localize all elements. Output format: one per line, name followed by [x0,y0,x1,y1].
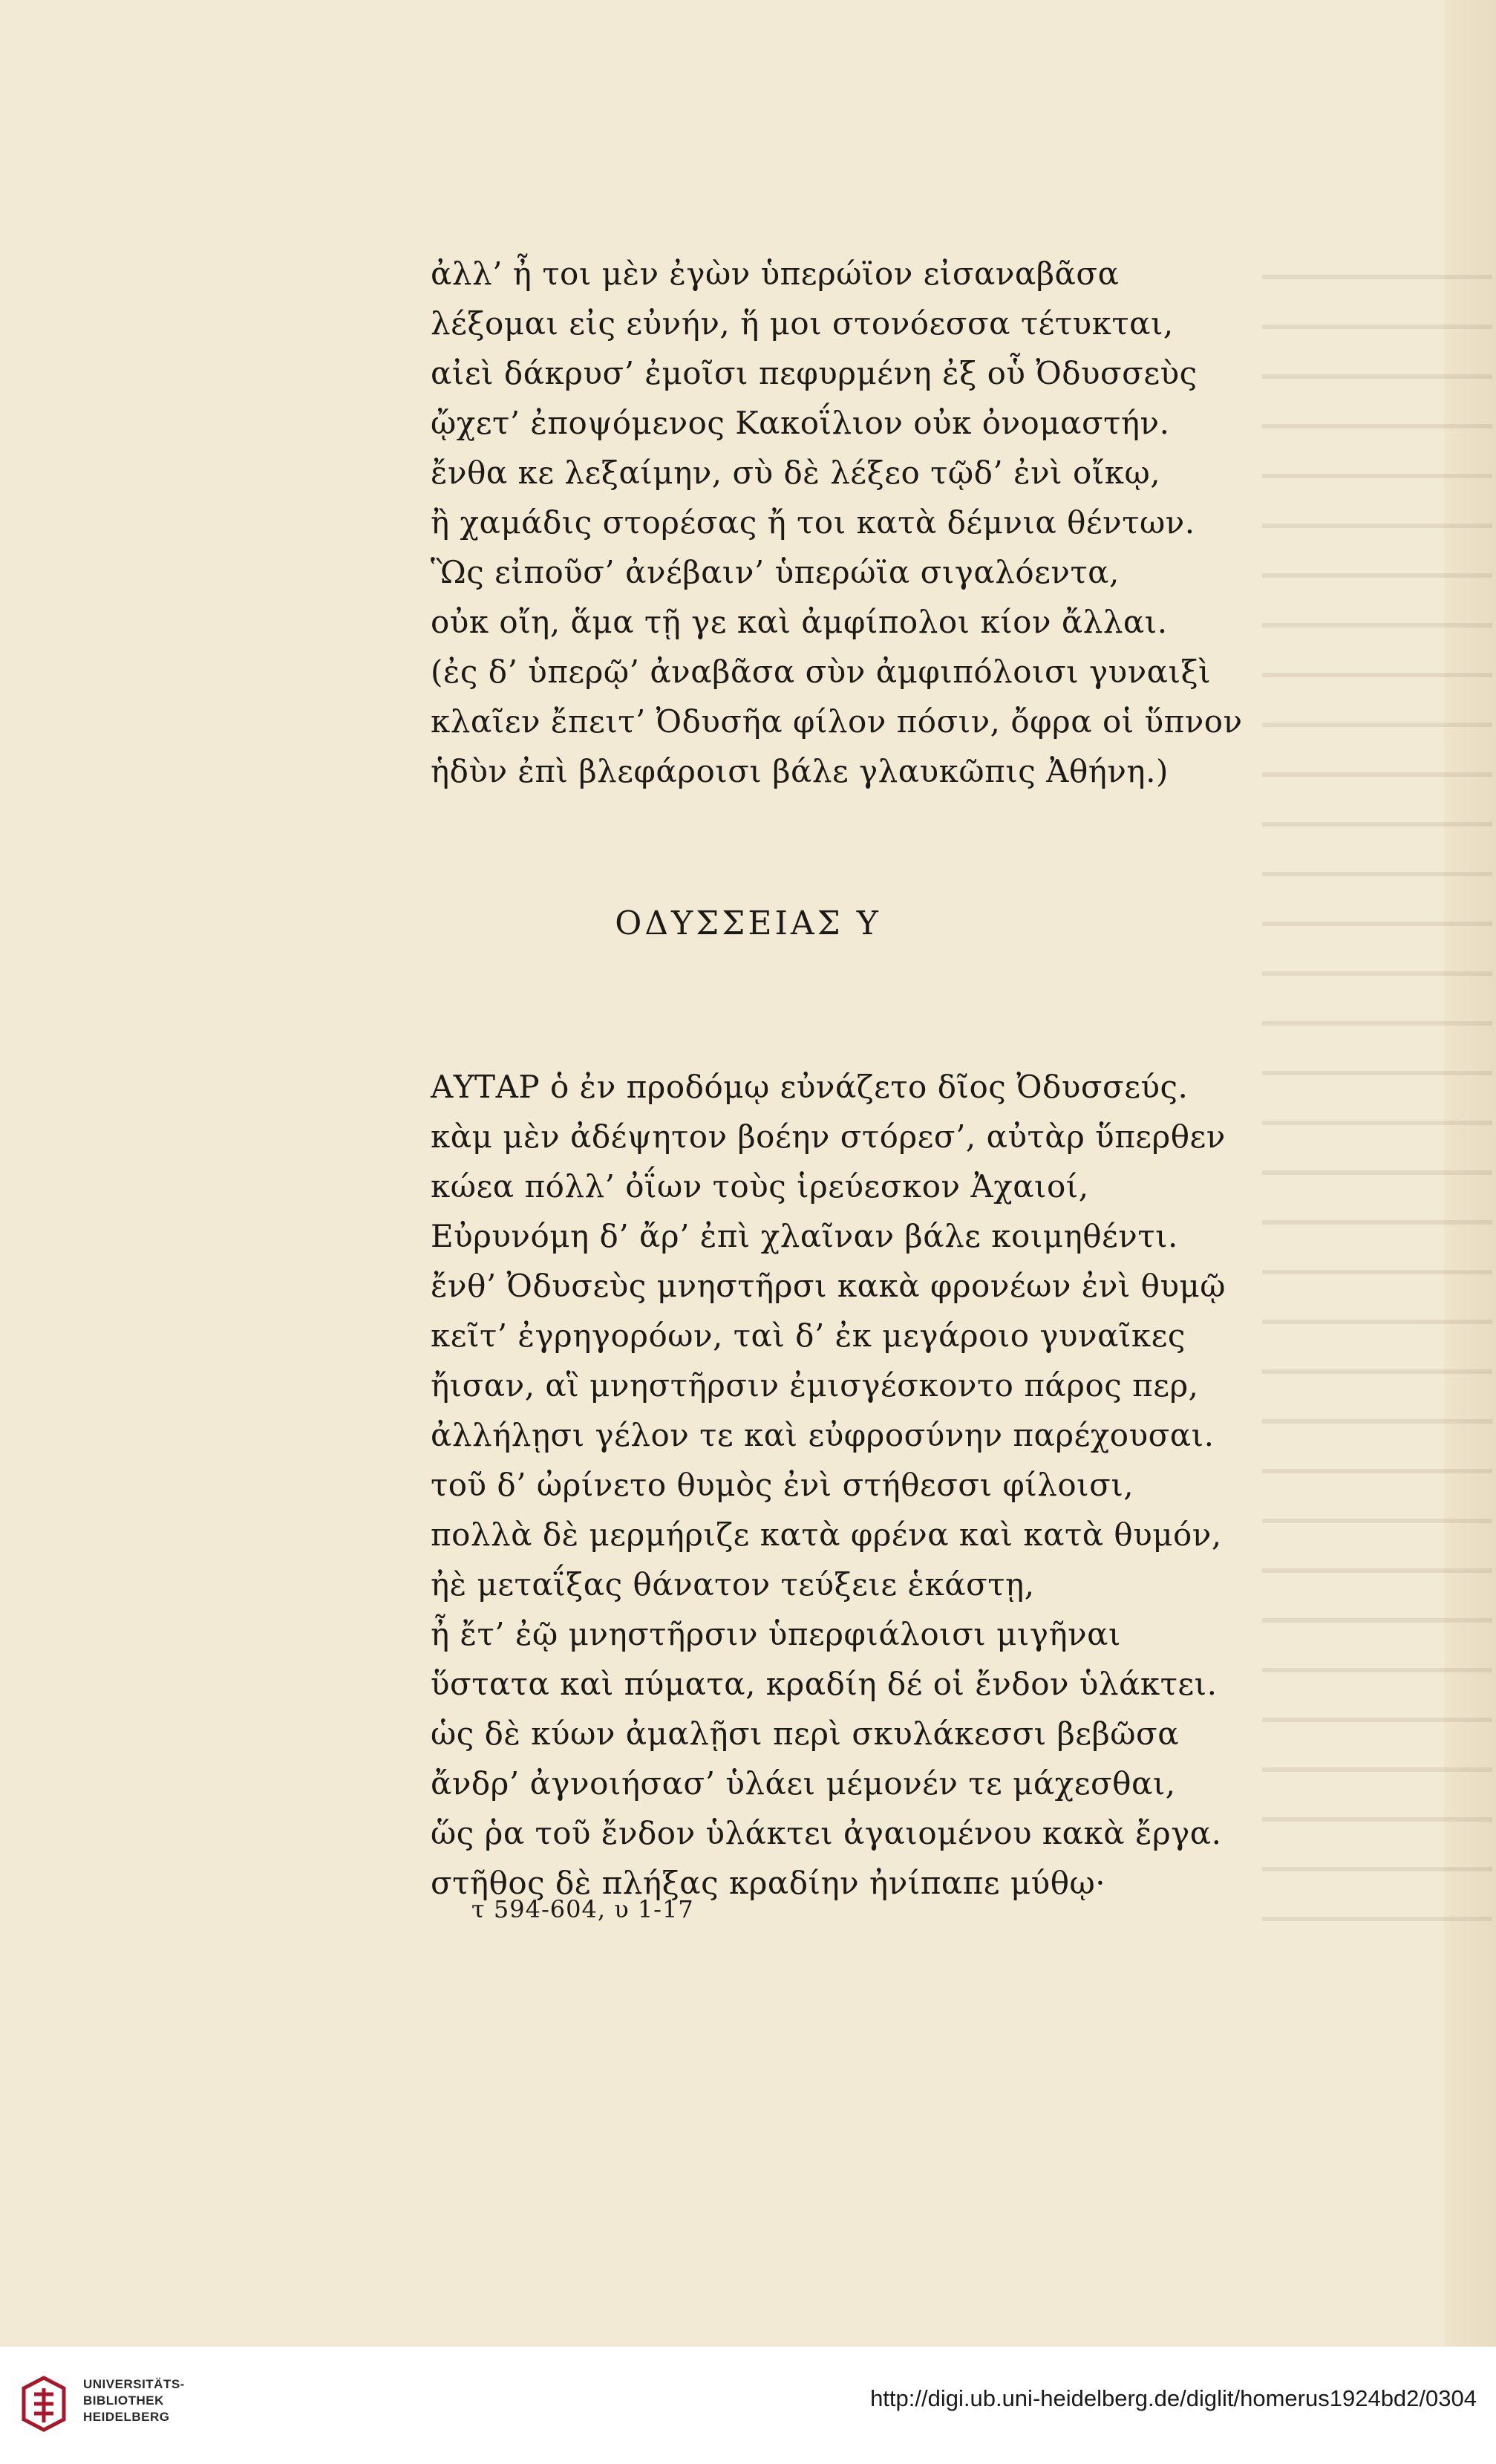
verse-line: ἔνθ’ Ὀδυσεὺς μνηστῆρσι κακὰ φρονέων ἐνὶ θυμῷ [431,1268,1226,1304]
verse-line: ἀλλήλῃσι γέλον τε καὶ εὐφροσύνην παρέχουσαι. [431,1417,1215,1453]
verse-line: αἰεὶ δάκρυσ’ ἐμοῖσι πεφυρμένη ἐξ οὗ Ὀδυσσεὺς [431,355,1198,391]
verse-line: κλαῖεν ἔπειτ’ Ὀδυσῆα φίλον πόσιν, ὄφρα οἱ ὕπνον [431,703,1243,740]
verse-line: (ἐς δ’ ὑπερῷ’ ἀναβᾶσα σὺν ἀμφιπόλοισι γυναιξὶ [431,654,1212,690]
footer-bar [0,2347,1496,2464]
verse-line: κὰμ μὲν ἀδέψητον βοέην στόρεσ’, αὐτὰρ ὕπερθεν [431,1118,1226,1155]
source-url-link[interactable]: http://digi.ub.uni-heidelberg.de/diglit/homerus1924bd2/0304 [870,2385,1477,2411]
library-name-line: HEIDELBERG [83,2410,170,2424]
verse-line: ἔνθα κε λεξαίμην, σὺ δὲ λέξεο τῷδ’ ἐνὶ οἴκῳ, [431,454,1161,491]
verse-line: ὡς δὲ κύων ἀμαλῇσι περὶ σκυλάκεσσι βεβῶσα [431,1715,1180,1752]
verse-line: ΑΥΤΑΡ ὁ ἐν προδόμῳ εὐνάζετο δῖος Ὀδυσσεύς. [431,1069,1189,1105]
verse-line: ἠὲ μεταΐξας θάνατον τεύξειε ἑκάστῃ, [431,1566,1035,1603]
verse-line: ἢ χαμάδις στορέσας ἤ τοι κατὰ δέμνια θέντων. [431,504,1195,541]
verse-line: ἄνδρ’ ἀγνοιήσασ’ ὑλάει μέμονέν τε μάχεσθαι, [431,1765,1176,1802]
book-heading: ΟΔΥΣΣΕΙΑΣ Υ [615,905,881,942]
library-name [83,2376,185,2425]
verse-line: ἡδὺν ἐπὶ βλεφάροισι βάλε γλαυκῶπις Ἀθήνη.) [431,753,1169,789]
verse-line: ἦ ἔτ’ ἐῷ μνηστῆρσιν ὑπερφιάλοισι μιγῆναι [431,1616,1121,1652]
verse-line: λέξομαι εἰς εὐνήν, ἥ μοι στονόεσσα τέτυκται, [431,305,1174,342]
library-name-line: UNIVERSITÄTS- [83,2377,185,2391]
verse-line: οὐκ οἴη, ἅμα τῇ γε καὶ ἀμφίπολοι κίον ἄλλαι. [431,604,1168,640]
verse-line: ἀλλ’ ἦ τοι μὲν ἐγὼν ὑπερώϊον εἰσαναβᾶσα [431,255,1120,292]
verse-line: πολλὰ δὲ μερμήριζε κατὰ φρένα καὶ κατὰ θυμόν, [431,1516,1222,1553]
verse-line: Εὐρυνόμη δ’ ἄρ’ ἐπὶ χλαῖναν βάλε κοιμηθέντι. [431,1218,1178,1254]
library-name-line: BIBLIOTHEK [83,2393,164,2408]
verse-line: Ὣς εἰποῦσ’ ἀνέβαιν’ ὑπερώϊα σιγαλόεντα, [431,554,1120,590]
verse-block-after-heading [431,1062,1351,1908]
verse-block-before-heading [431,249,1351,796]
verse-line: ὥς ῥα τοῦ ἔνδον ὑλάκτει ἀγαιομένου κακὰ ἔργα. [431,1815,1222,1851]
verse-line: κώεα πόλλ’ ὀΐων τοὺς ἱρεύεσκον Ἀχαιοί, [431,1168,1089,1205]
verse-line: ᾤχετ’ ἐποψόμενος Κακοΐλιον οὐκ ὀνομαστήν. [431,405,1170,441]
university-library-logo-icon [21,2375,67,2433]
verse-line: τοῦ δ’ ὠρίνετο θυμὸς ἐνὶ στήθεσσι φίλοισι, [431,1467,1134,1503]
verse-line: ἤισαν, αἳ μνηστῆρσιν ἐμισγέσκοντο πάρος περ, [431,1367,1199,1404]
verse-line: στῆθος δὲ πλήξας κραδίην ἠνίπαπε μύθῳ· [431,1865,1106,1901]
verse-line: ὕστατα καὶ πύματα, κραδίη δέ οἱ ἔνδον ὑλάκτει. [431,1666,1218,1702]
verse-line: κεῖτ’ ἐγρηγορόων, ταὶ δ’ ἐκ μεγάροιο γυναῖκες [431,1317,1186,1354]
verse-citation: τ 594-604, υ 1-17 [471,1895,694,1923]
